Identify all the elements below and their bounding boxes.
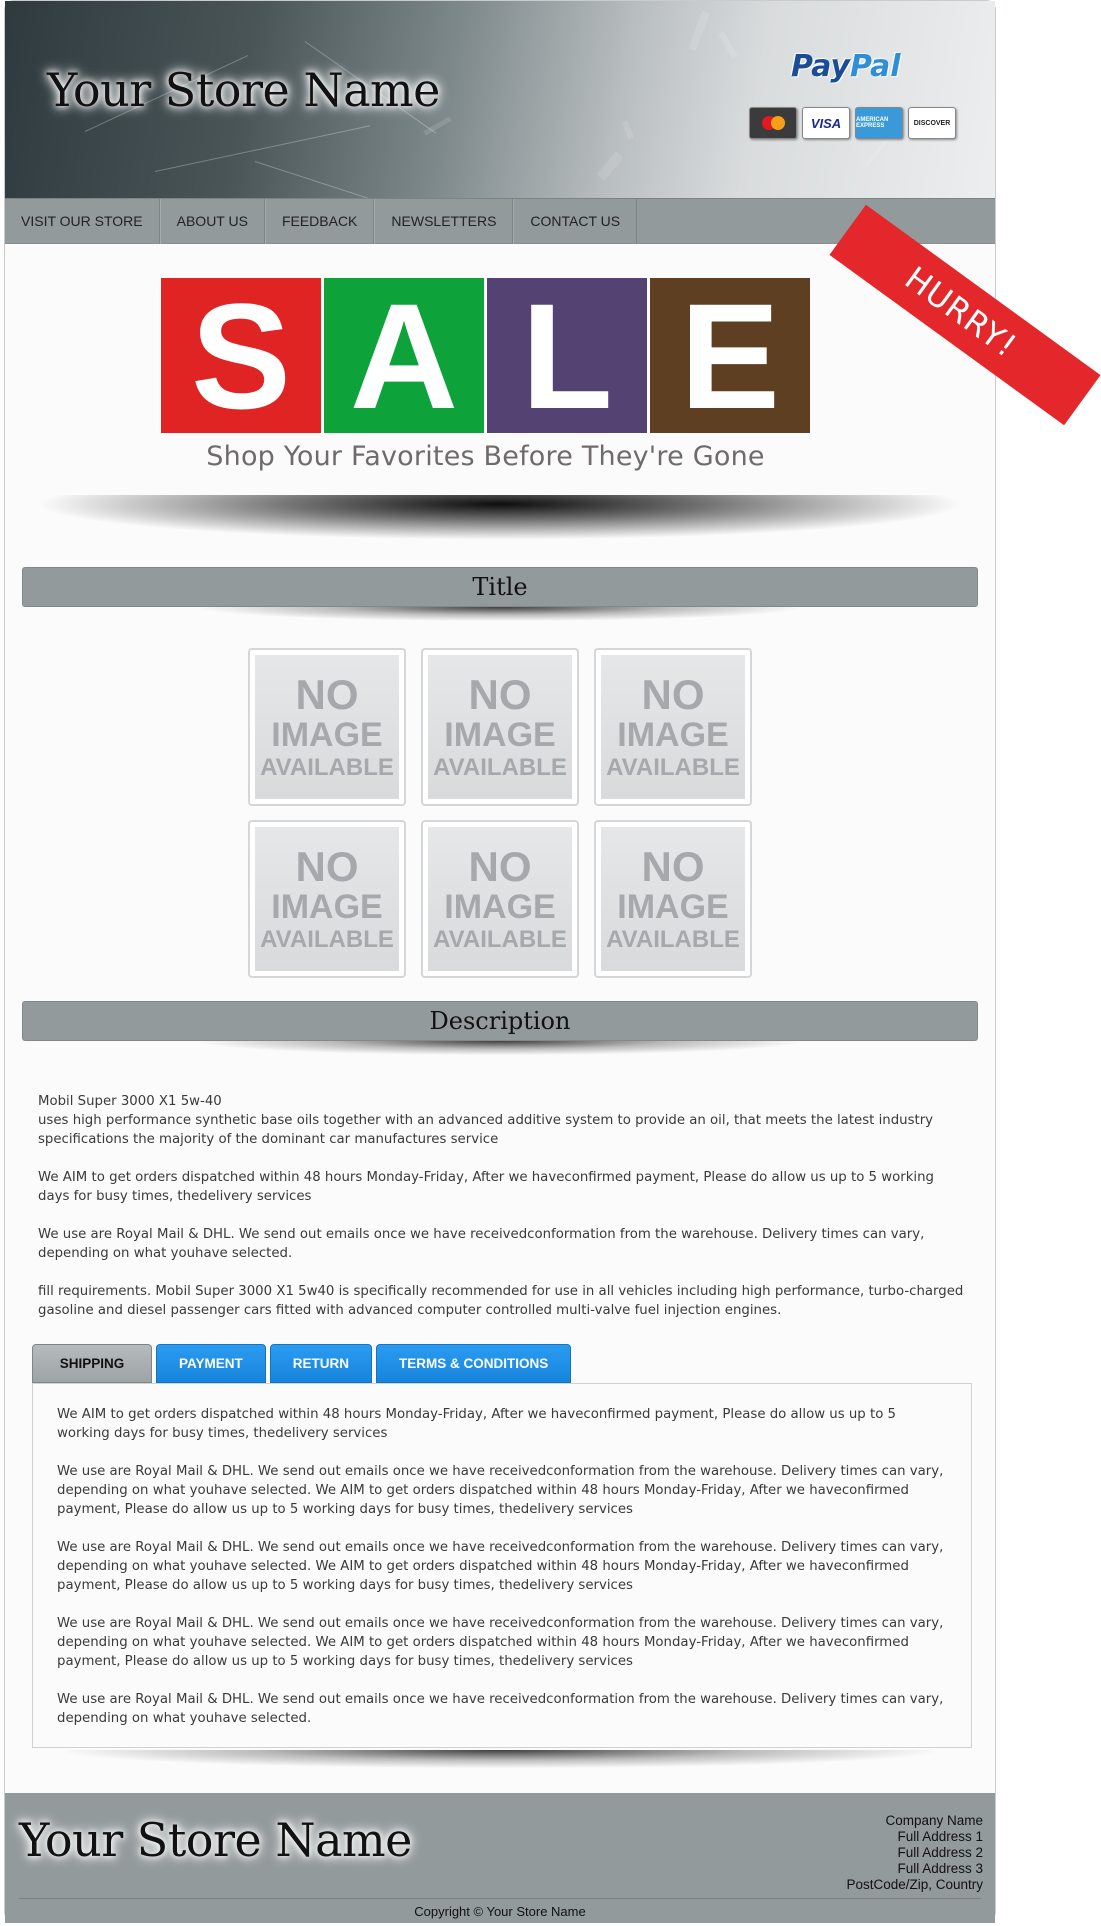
payment-cards: [749, 107, 956, 139]
sale-letter-l: L: [487, 278, 647, 433]
sale-letter-e: E: [650, 278, 810, 433]
info-tabs: [32, 1344, 571, 1383]
nav-feedback[interactable]: FEEDBACK: [265, 199, 374, 244]
store-name-logo[interactable]: Your Store Name: [47, 63, 440, 117]
no-image-placeholder: NO IMAGE AVAILABLE: [255, 655, 399, 799]
address-line: Full Address 3: [897, 1861, 983, 1876]
address-line: Full Address 2: [897, 1845, 983, 1860]
address-line: PostCode/Zip, Country: [846, 1877, 983, 1892]
tab-shipping[interactable]: SHIPPING: [32, 1344, 152, 1383]
gallery-thumbnail[interactable]: [594, 648, 752, 806]
tab-panel-shipping: [32, 1383, 972, 1748]
sale-letter-s: S: [161, 278, 321, 433]
footer-address: [846, 1813, 983, 1893]
gallery-thumbnail[interactable]: [421, 820, 579, 978]
nav-contact-us[interactable]: CONTACT US: [513, 199, 637, 244]
tabs-shadow: [65, 1750, 935, 1768]
copyright-text: Copyright © Your Store Name: [414, 1904, 586, 1919]
amex-icon: AMERICAN EXPRESS: [855, 107, 903, 139]
description-paragraph: uses high performance synthetic base oils together with an advanced additive system to provide an oil, that meets the latest industry specifications the majority of the dominant car manufactures service: [38, 1113, 934, 1147]
tab-panel-paragraph: We use are Royal Mail & DHL. We send out emails once we have receivedconformation from the warehouse. Delivery times can vary, depending on what youhave selected. We AIM to get orders dispatched within 48 hours Monday-Friday, After we haveconfirmed payment, Please do allow us up to 5 working days for busy times, thedelivery services: [57, 1616, 944, 1669]
sale-letters: [161, 271, 810, 440]
no-image-placeholder: NO IMAGE AVAILABLE: [601, 827, 745, 971]
title-shadow: [201, 607, 799, 621]
nav-newsletters[interactable]: NEWSLETTERS: [374, 199, 513, 244]
no-image-placeholder: NO IMAGE AVAILABLE: [428, 655, 572, 799]
address-line: Company Name: [885, 1813, 983, 1828]
footer-divider: [19, 1898, 981, 1899]
store-header: [5, 1, 995, 198]
footer-store-name[interactable]: Your Store Name: [19, 1813, 412, 1867]
no-image-placeholder: NO IMAGE AVAILABLE: [601, 655, 745, 799]
divider-shadow: [21, 495, 979, 541]
sale-letter-a: A: [324, 278, 484, 433]
description-paragraph: We AIM to get orders dispatched within 48 hours Monday-Friday, After we haveconfirmed payment, Please do allow us up to 5 working days for busy times, thedelivery services: [38, 1170, 934, 1204]
nav-visit-our-store[interactable]: VISIT OUR STORE: [5, 199, 160, 244]
tab-terms-conditions[interactable]: TERMS & CONDITIONS: [376, 1344, 571, 1383]
gallery-thumbnail[interactable]: [421, 648, 579, 806]
description-body: [38, 1092, 968, 1339]
sale-subtitle: Shop Your Favorites Before They're Gone: [206, 441, 765, 472]
hurry-ribbon-label: HURRY!: [897, 258, 1025, 366]
gallery-thumbnail[interactable]: [594, 820, 752, 978]
sale-banner: [5, 244, 1025, 484]
mastercard-icon: [749, 107, 797, 139]
visa-icon: VISA: [802, 107, 850, 139]
tab-panel-paragraph: We use are Royal Mail & DHL. We send out emails once we have receivedconformation from the warehouse. Delivery times can vary, depending on what youhave selected. We AIM to get orders dispatched within 48 hours Monday-Friday, After we haveconfirmed payment, Please do allow us up to 5 working days for busy times, thedelivery services: [57, 1540, 944, 1593]
title-section-header: Title: [22, 567, 978, 607]
discover-icon: DISCOVER: [908, 107, 956, 139]
image-gallery: [248, 648, 758, 978]
page-frame: [4, 0, 1025, 1922]
tab-panel-paragraph: We use are Royal Mail & DHL. We send out emails once we have receivedconformation from the warehouse. Delivery times can vary, depending on what youhave selected.: [57, 1692, 944, 1726]
tab-return[interactable]: RETURN: [270, 1344, 372, 1383]
nav-about-us[interactable]: ABOUT US: [160, 199, 265, 244]
store-footer: [5, 1793, 995, 1923]
product-name: Mobil Super 3000 X1 5w-40: [38, 1094, 222, 1109]
description-shadow: [201, 1041, 799, 1055]
paypal-logo: [791, 49, 901, 84]
description-section-header: Description: [22, 1001, 978, 1041]
no-image-placeholder: NO IMAGE AVAILABLE: [255, 827, 399, 971]
paypal-label: PayPal: [791, 49, 901, 84]
gallery-thumbnail[interactable]: [248, 820, 406, 978]
address-line: Full Address 1: [897, 1829, 983, 1844]
tab-panel-paragraph: We use are Royal Mail & DHL. We send out emails once we have receivedconformation from the warehouse. Delivery times can vary, depending on what youhave selected. We AIM to get orders dispatched within 48 hours Monday-Friday, After we haveconfirmed payment, Please do allow us up to 5 working days for busy times, thedelivery services: [57, 1464, 944, 1517]
gallery-thumbnail[interactable]: [248, 648, 406, 806]
description-paragraph: fill requirements. Mobil Super 3000 X1 5w40 is specifically recommended for use in all vehicles including high performance, turbo-charged gasoline and diesel passenger cars fitted with advanced computer controlled multi-valve fuel injection engines.: [38, 1284, 964, 1318]
tab-panel-paragraph: We AIM to get orders dispatched within 48 hours Monday-Friday, After we haveconfirmed payment, Please do allow us up to 5 working days for busy times, thedelivery services: [57, 1407, 897, 1441]
description-paragraph: We use are Royal Mail & DHL. We send out emails once we have receivedconformation from the warehouse. Delivery times can vary, depending on what youhave selected.: [38, 1227, 925, 1261]
tab-payment[interactable]: PAYMENT: [156, 1344, 266, 1383]
no-image-placeholder: NO IMAGE AVAILABLE: [428, 827, 572, 971]
